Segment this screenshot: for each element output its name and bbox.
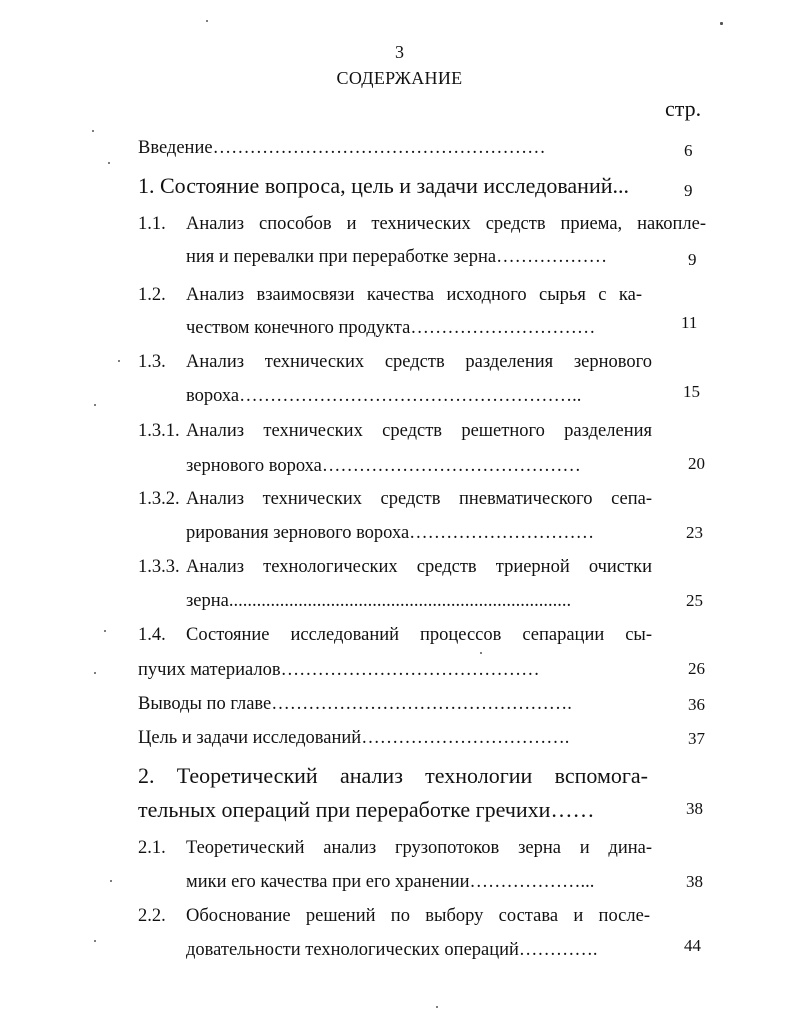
toc-number-1-3-1: 1.3.1.: [138, 421, 180, 441]
toc-page-1-3-1: 20: [688, 454, 705, 473]
toc-page-2-2: 44: [684, 936, 701, 955]
toc-chapter-1[interactable]: 1. Состояние вопроса, цель и задачи исследований...: [138, 173, 630, 198]
toc-page-1-3: 15: [683, 382, 700, 401]
toc-entry-1-3-line1[interactable]: Анализ технических средств разделения зернового: [186, 352, 652, 372]
toc-entry-2-2-line2[interactable]: довательности технологических операций………….: [186, 940, 598, 960]
scan-speck: [118, 360, 120, 362]
pages-column-label: стр.: [665, 96, 702, 121]
toc-number-1-2: 1.2.: [138, 285, 166, 305]
toc-entry-goals[interactable]: Цель и задачи исследований…………………………….: [138, 728, 570, 748]
toc-entry-1-1-line2[interactable]: ния и перевалки при переработке зерна………………: [186, 247, 608, 267]
toc-entry-1-4-line1[interactable]: Состояние исследований процессов сепарации сы-: [186, 625, 652, 645]
toc-page-conclusions: 36: [688, 695, 705, 714]
toc-entry-1-1-line1[interactable]: Анализ способов и технических средств приема, накопле-: [186, 214, 706, 234]
toc-entry-1-2-line2[interactable]: чеством конечного продукта…………………………: [186, 318, 596, 338]
toc-entry-2-1-line1[interactable]: Теоретический анализ грузопотоков зерна и дина-: [186, 838, 652, 858]
toc-entry-conclusions[interactable]: Выводы по главе………………………………………….: [138, 694, 572, 714]
toc-entry-1-2-line1[interactable]: Анализ взаимосвязи качества исходного сырья с ка-: [186, 285, 642, 305]
toc-page-1-3-3: 25: [686, 591, 703, 610]
scan-speck: [94, 404, 96, 406]
toc-entry-1-3-3-line2[interactable]: зерна..........................................................................: [186, 591, 572, 611]
toc-number-1-3-3: 1.3.3.: [138, 557, 180, 577]
toc-page-intro: 6: [684, 141, 693, 160]
scan-speck: [108, 162, 110, 164]
toc-entry-1-3-1-line1[interactable]: Анализ технических средств решетного разделения: [186, 421, 652, 441]
scan-speck: [206, 20, 208, 22]
toc-number-1-4: 1.4.: [138, 625, 166, 645]
toc-page-2-1: 38: [686, 872, 703, 891]
toc-entry-1-4-line2[interactable]: пучих материалов……………………………………: [138, 660, 540, 680]
scan-speck: [94, 940, 96, 942]
toc-page-1-1: 9: [688, 250, 697, 269]
toc-page-chapter-2: 38: [686, 799, 703, 818]
toc-number-1-3-2: 1.3.2.: [138, 489, 180, 509]
toc-entry-intro[interactable]: Введение………………………………………………: [138, 138, 546, 158]
scan-speck: [94, 672, 96, 674]
toc-chapter-2-line1[interactable]: 2. Теоретический анализ технологии вспомога-: [138, 763, 648, 788]
toc-entry-1-3-2-line2[interactable]: рирования зернового вороха…………………………: [186, 523, 595, 543]
toc-entry-2-1-line2[interactable]: мики его качества при его хранении………………...: [186, 872, 595, 892]
scan-speck: [104, 630, 106, 632]
toc-entry-1-3-1-line2[interactable]: зернового вороха……………………………………: [186, 456, 581, 476]
scan-speck: [480, 652, 482, 654]
toc-number-2-2: 2.2.: [138, 906, 166, 926]
toc-page-1-3-2: 23: [686, 523, 703, 542]
toc-number-1-1: 1.1.: [138, 214, 166, 234]
toc-chapter-2-line2[interactable]: тельных операций при переработке гречихи……: [138, 797, 595, 822]
toc-page-1-2: 11: [681, 313, 698, 332]
toc-entry-2-2-line1[interactable]: Обоснование решений по выбору состава и после-: [186, 906, 650, 926]
toc-page-chapter-1: 9: [684, 181, 693, 200]
scan-speck: [92, 130, 94, 132]
page-title: СОДЕРЖАНИЕ: [336, 68, 463, 88]
toc-page-goals: 37: [688, 729, 705, 748]
toc-entry-1-3-line2[interactable]: вороха………………………………………………..: [186, 386, 582, 406]
scan-speck: [436, 1006, 438, 1008]
toc-number-2-1: 2.1.: [138, 838, 166, 858]
toc-entry-1-3-2-line1[interactable]: Анализ технических средств пневматического сепа-: [186, 489, 652, 509]
toc-entry-1-3-3-line1[interactable]: Анализ технологических средств триерной очистки: [186, 557, 652, 577]
scan-speck: [720, 22, 723, 25]
toc-number-1-3: 1.3.: [138, 352, 166, 372]
toc-page-1-4: 26: [688, 659, 705, 678]
page-number: 3: [395, 42, 404, 62]
scan-speck: [110, 880, 112, 882]
